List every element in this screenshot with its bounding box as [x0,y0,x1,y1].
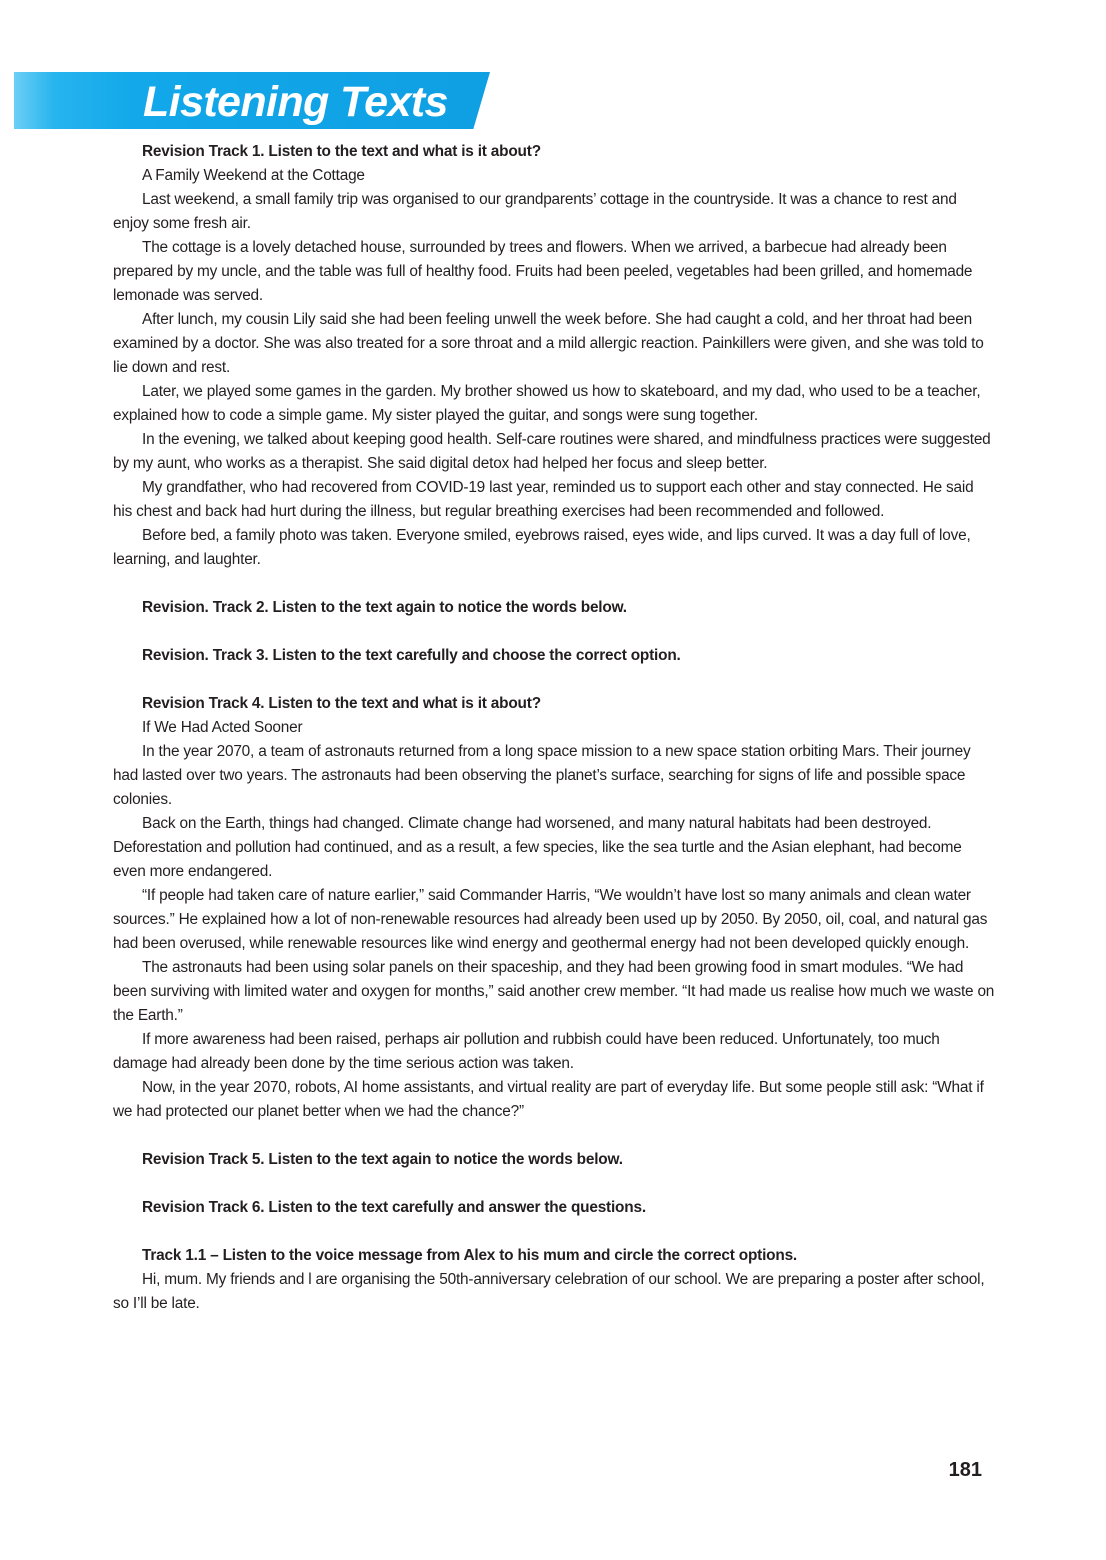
track-4-paragraph: “If people had taken care of nature earlier,” said Commander Harris, “We wouldn’t have lost so many animals and clean water sources.” He explained how a lot of non-renewable resources had already been used up by 2050. By 2050, oil, coal, and natural gas had been overused, while renewable resources like wind energy and geothermal energy had not been developed quickly enough. [113,887,988,952]
track-1-section [113,140,995,572]
track-4-heading: Revision Track 4. Listen to the text and what is it about? [142,695,541,712]
track-1-1-heading: Track 1.1 – Listen to the voice message from Alex to his mum and circle the correct options. [142,1247,798,1264]
track-3-heading: Revision. Track 3. Listen to the text carefully and choose the correct option. [142,647,681,664]
track-1-paragraph: After lunch, my cousin Lily said she had been feeling unwell the week before. She had caught a cold, and her throat had been examined by a doctor. She was also treated for a sore throat and a mild allergic reaction. Painkillers were given, and she was told to lie down and rest. [113,311,984,376]
track-4-paragraph: In the year 2070, a team of astronauts returned from a long space mission to a new space station orbiting Mars. Their journey had lasted over two years. The astronauts had been observing the planet’s surface, searching for signs of life and possible space colonies. [113,743,971,808]
track-1-title: A Family Weekend at the Cottage [142,167,365,184]
track-1-paragraph: Before bed, a family photo was taken. Everyone smiled, eyebrows raised, eyes wide, and lips curved. It was a day full of love, learning, and laughter. [113,527,971,568]
track-5-heading: Revision Track 5. Listen to the text again to notice the words below. [142,1151,623,1168]
track-4-paragraph: The astronauts had been using solar panels on their spaceship, and they had been growing food in smart modules. “We had been surviving with limited water and oxygen for months,” said another crew member. “It had made us realise how much we waste on the Earth.” [113,959,995,1024]
track-1-paragraph: In the evening, we talked about keeping good health. Self-care routines were shared, and mindfulness practices were suggested by my aunt, who works as a therapist. She said digital detox had helped her focus and sleep better. [113,431,991,472]
track-6-heading: Revision Track 6. Listen to the text carefully and answer the questions. [142,1199,646,1216]
track-1-1-section [113,1244,995,1316]
track-1-heading: Revision Track 1. Listen to the text and what is it about? [142,143,541,160]
track-1-paragraph: My grandfather, who had recovered from COVID-19 last year, reminded us to support each other and stay connected. He said his chest and back had hurt during the illness, but regular breathing exercises had been recommended and followed. [113,479,974,520]
track-2-heading: Revision. Track 2. Listen to the text again to notice the words below. [142,599,627,616]
track-1-paragraph: Last weekend, a small family trip was organised to our grandparents’ cottage in the countryside. It was a chance to rest and enjoy some fresh air. [113,191,957,232]
track-4-section [113,692,995,1124]
track-4-paragraph: Now, in the year 2070, robots, AI home assistants, and virtual reality are part of everyday life. But some people still ask: “What if we had protected our planet better when we had the chance?” [113,1079,984,1120]
track-1-paragraph: Later, we played some games in the garden. My brother showed us how to skateboard, and my dad, who used to be a teacher, explained how to code a simple game. My sister played the guitar, and songs were sung together. [113,383,981,424]
page-number: 181 [948,1459,982,1481]
track-1-1-paragraph: Hi, mum. My friends and l are organising the 50th-anniversary celebration of our school. We are preparing a poster after school, so I’ll be late. [113,1271,985,1312]
page-title: Listening Texts [143,78,448,126]
track-4-paragraph: If more awareness had been raised, perhaps air pollution and rubbish could have been reduced. Unfortunately, too much damage had already been done by the time serious action was taken. [113,1031,940,1072]
track-1-paragraph: The cottage is a lovely detached house, surrounded by trees and flowers. When we arrived, a barbecue had already been prepared by my uncle, and the table was full of healthy food. Fruits had been peeled, vegetables had been grilled, and homemade lemonade was served. [113,239,973,304]
track-4-paragraph: Back on the Earth, things had changed. Climate change had worsened, and many natural habitats had been destroyed. Deforestation and pollution had continued, and as a result, a few species, like the sea turtle and the Asian elephant, had become even more endangered. [113,815,962,880]
track-4-title: If We Had Acted Sooner [142,719,303,736]
listening-texts-body [113,140,995,1316]
